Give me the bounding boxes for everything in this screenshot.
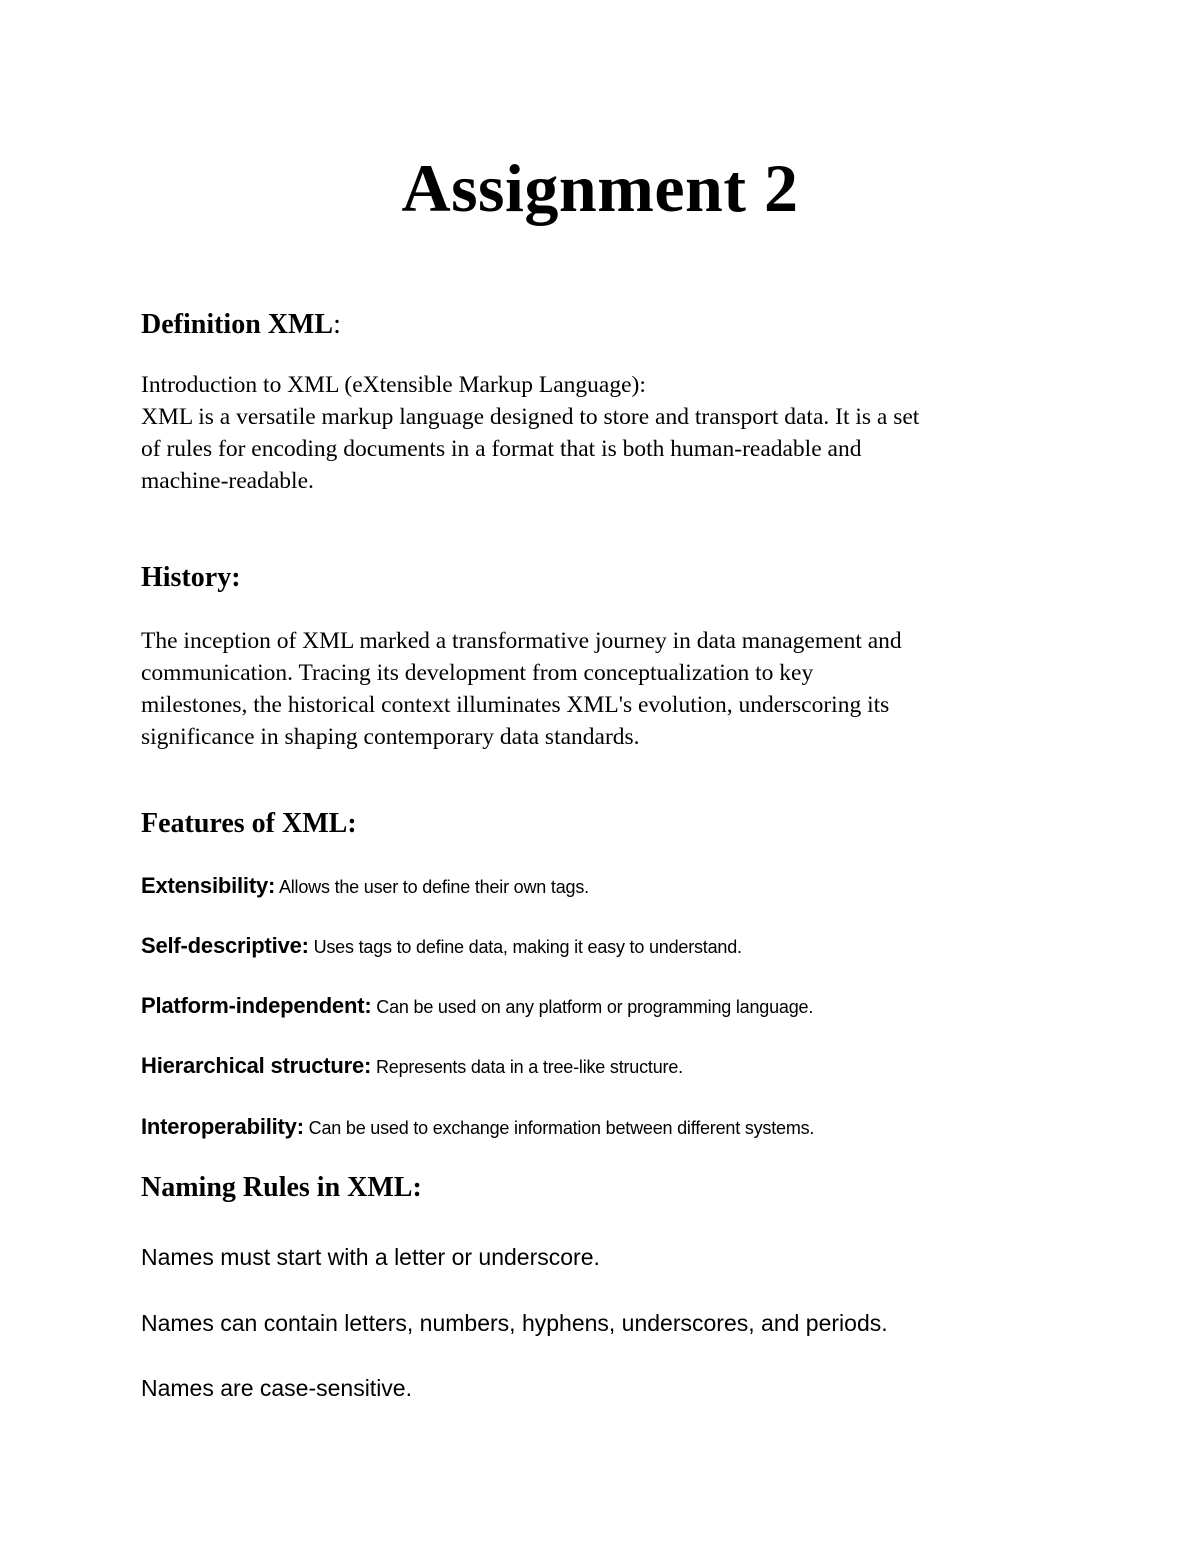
definition-paragraph [141,369,1071,497]
page-title: Assignment 2 [401,150,799,226]
feature-name: Platform-independent [141,993,365,1018]
naming-rule: Names must start with a letter or underscore. [141,1244,600,1270]
feature-name: Hierarchical structure [141,1053,365,1078]
feature-description: Allows the user to define their own tags. [275,877,589,897]
feature-name: Interoperability: [141,1114,304,1139]
definition-line: machine-readable. [141,468,314,494]
feature-item-self-descriptive [141,931,1141,964]
definition-line: XML is a versatile markup language designed to store and transport data. It is a set [141,404,920,430]
history-line: significance in shaping contemporary data standards. [141,724,640,750]
definition-heading [141,308,341,342]
definition-line: of rules for encoding documents in a format that is both human-readable and [141,436,862,462]
features-heading: Features of XML: [141,808,357,839]
feature-description: Represents data in a tree-like structure. [371,1057,683,1077]
definition-heading-text: Definition XML [141,309,334,340]
history-line: The inception of XML marked a transformative journey in data management and [141,628,902,654]
naming-rule: Names are case-sensitive. [141,1375,412,1401]
history-line: communication. Tracing its development from conceptualization to key [141,660,814,686]
feature-description: Uses tags to define data, making it easy to understand. [308,937,742,957]
definition-heading-colon: : [333,309,341,340]
feature-item-extensibility [141,871,1141,904]
feature-name: Self-descriptive: [141,933,309,958]
feature-separator: : [268,873,276,898]
feature-description: Can be used on any platform or programming language. [371,997,814,1017]
feature-item-platform-independent [141,991,1141,1024]
naming-rules-heading: Naming Rules in XML: [141,1172,422,1203]
feature-description: Can be used to exchange information between different systems. [303,1118,815,1138]
naming-rule: Names can contain letters, numbers, hyphens, underscores, and periods. [141,1310,888,1336]
definition-line: Introduction to XML (eXtensible Markup Language): [141,372,646,398]
feature-separator: : [364,1053,372,1078]
feature-name: Extensibility [141,873,268,898]
feature-item-hierarchical-structure [141,1051,1141,1084]
history-paragraph [141,625,1071,753]
history-line: milestones, the historical context illuminates XML's evolution, underscoring its [141,692,890,718]
feature-separator: : [364,993,372,1018]
feature-item-interoperability [141,1112,1141,1145]
history-heading: History: [141,562,241,593]
